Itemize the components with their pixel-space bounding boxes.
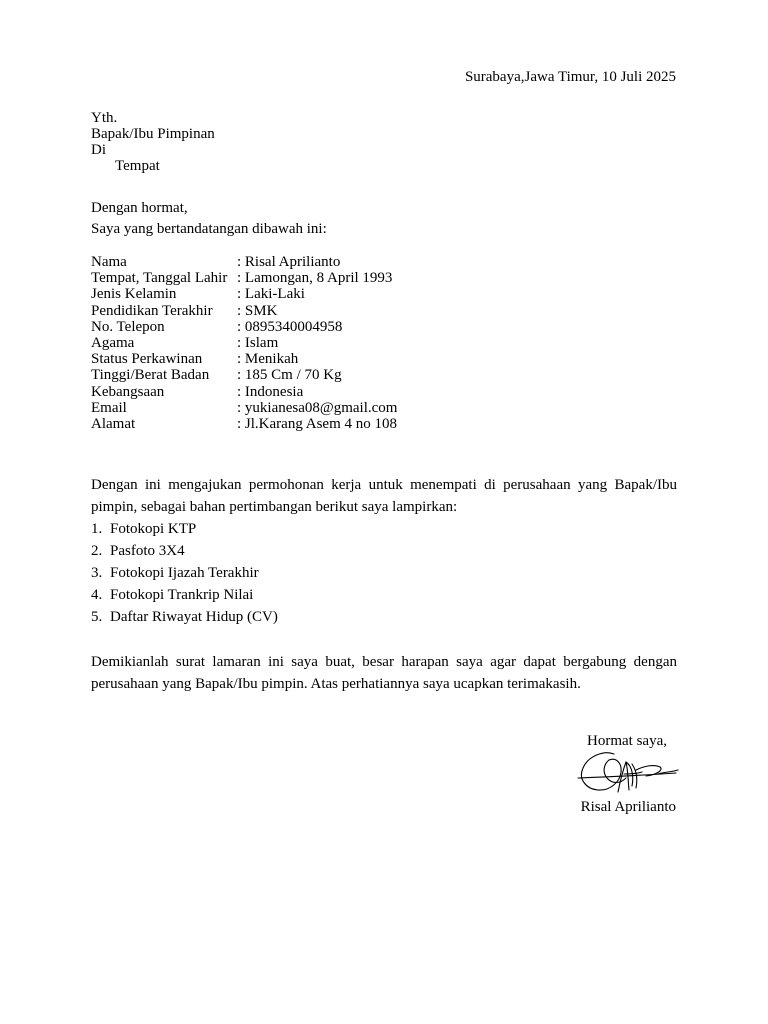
profile-label: Tinggi/Berat Badan: [91, 367, 210, 384]
profile-row: [91, 303, 397, 319]
profile-label: Kebangsaan: [91, 383, 165, 400]
profile-label: Email: [91, 399, 127, 416]
recipient-di: Di: [91, 142, 106, 158]
list-text: Fotokopi Trankrip Nilai: [110, 587, 254, 603]
list-item: [91, 562, 278, 584]
closing-salutation: Hormat saya,: [587, 733, 667, 749]
profile-value: : Lamongan, 8 April 1993: [237, 270, 393, 287]
profile-label: Agama: [91, 334, 135, 351]
profile-row: [91, 286, 397, 302]
profile-label: Nama: [91, 254, 127, 270]
profile-label: No. Telepon: [91, 318, 165, 335]
profile-value: : Indonesia: [237, 383, 304, 400]
intro-line: Saya yang bertandatangan dibawah ini:: [91, 221, 327, 237]
profile-label: Tempat, Tanggal Lahir: [91, 270, 228, 287]
list-item: [91, 540, 278, 562]
profile-row: [91, 416, 397, 432]
profile-row: [91, 367, 397, 383]
list-text: Daftar Riwayat Hidup (CV): [110, 609, 278, 625]
list-number: 3.: [91, 565, 103, 581]
profile-label: Jenis Kelamin: [91, 286, 177, 303]
list-item: [91, 518, 278, 540]
profile-label: Status Perkawinan: [91, 351, 203, 368]
application-paragraph: Dengan ini mengajukan permohonan kerja untuk menempati di perusahaan yang Bapak/Ibu pimpin, sebagai bahan pertimbangan berikut saya lampirkan:: [91, 477, 677, 515]
profile-label: Pendidikan Terakhir: [91, 302, 213, 319]
profile-value: : Menikah: [237, 351, 299, 368]
list-item: [91, 606, 278, 628]
list-number: 2.: [91, 543, 103, 559]
signer-name: Risal Aprilianto: [580, 799, 676, 815]
recipient-yth: Yth.: [91, 110, 118, 126]
profile-row: [91, 254, 397, 270]
date-line: Surabaya,Jawa Timur, 10 Juli 2025: [464, 69, 676, 85]
list-text: Pasfoto 3X4: [110, 543, 185, 559]
closing-paragraph: Demikianlah surat lamaran ini saya buat, besar harapan saya agar dapat bergabung dengan perusahaan yang Bapak/Ibu pimpin. Atas perhatiannya saya ucapkan terimakasih.: [91, 654, 677, 692]
list-item: [91, 584, 278, 606]
list-number: 5.: [91, 609, 103, 625]
handwritten-signature-icon: [574, 748, 680, 796]
profile-value: : Islam: [237, 334, 279, 351]
profile-table: [91, 254, 397, 432]
recipient-title: Bapak/Ibu Pimpinan: [91, 126, 215, 142]
profile-row: [91, 319, 397, 335]
list-number: 1.: [91, 521, 103, 537]
profile-value: : 0895340004958: [237, 318, 343, 335]
profile-value: : 185 Cm / 70 Kg: [237, 367, 342, 384]
profile-row: [91, 351, 397, 367]
profile-row: [91, 384, 397, 400]
greeting: Dengan hormat,: [91, 200, 188, 216]
profile-label: Alamat: [91, 415, 136, 432]
attachment-list: [91, 518, 278, 628]
profile-value: : Jl.Karang Asem 4 no 108: [237, 415, 397, 432]
profile-value: : yukianesa08@gmail.com: [237, 399, 398, 416]
list-number: 4.: [91, 587, 103, 603]
profile-value: : Risal Aprilianto: [237, 254, 341, 270]
recipient-place: Tempat: [115, 158, 160, 174]
profile-row: [91, 335, 397, 351]
profile-row: [91, 400, 397, 416]
list-text: Fotokopi Ijazah Terakhir: [110, 565, 259, 581]
profile-value: : Laki-Laki: [237, 286, 305, 303]
profile-row: [91, 270, 397, 286]
list-text: Fotokopi KTP: [110, 521, 197, 537]
profile-value: : SMK: [237, 302, 278, 319]
